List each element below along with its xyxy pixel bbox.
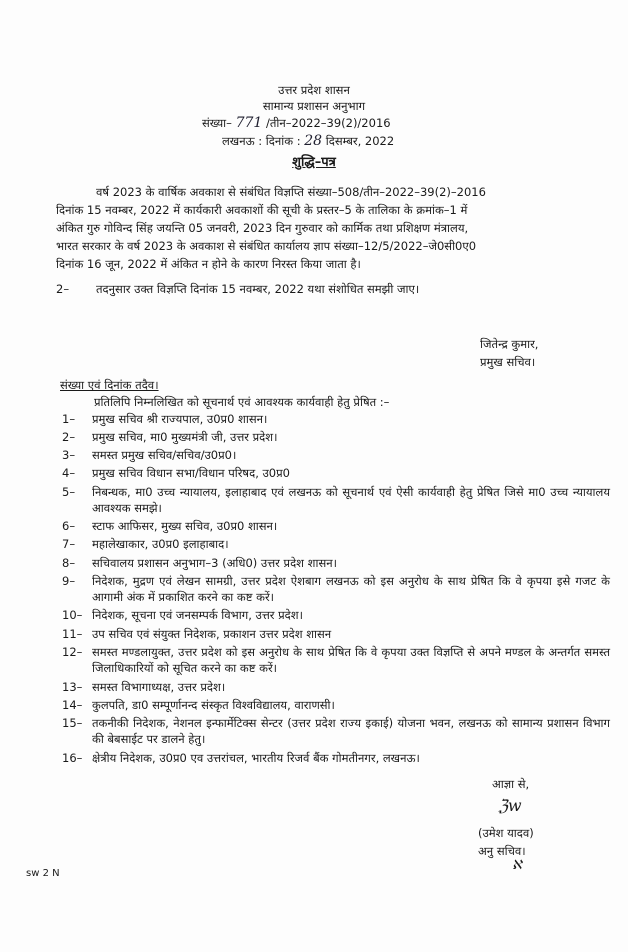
page-title: शुद्धि–पत्र [292, 155, 336, 170]
signature-mark: ℵ [512, 858, 522, 873]
copy-item-6: 6– स्टाफ आफिसर, मुख्य सचिव, उ0प्र0 शासन। [62, 519, 278, 533]
header-number: संख्या– 771 /तीन–2022–39(2)/2016 [202, 115, 391, 131]
copy-item-1: 1– प्रमुख सचिव श्री राज्यपाल, उ0प्र0 शासन। [62, 412, 268, 426]
order-text: आज्ञा से, [492, 777, 530, 791]
signature-initials: ℨw [498, 796, 522, 815]
copy-item-15: 15– तकनीकी निदेशक, नेशनल इन्फार्मेटिक्स सेन्टर (उत्तर प्रदेश राज्य इकाई) योजना भवन, लखनऊ को सामान्य प्रशासन विभाग की बेबसाईट पर डालने हेतु। [62, 716, 610, 746]
copy-item-11: 11– उप सचिव एवं संयुक्त निदेशक, प्रकाशन उत्तर प्रदेश शासन [62, 627, 332, 641]
header-date: लखनऊ : दिनांक : 28 दिसम्बर, 2022 [222, 133, 395, 149]
signatory-name: जितेन्द्र कुमार, [480, 337, 539, 351]
footer-code: sw 2 N [26, 868, 60, 879]
signatory2-designation: अनु सचिव। [478, 844, 526, 858]
copy-intro: प्रतिलिपि निम्नलिखित को सूचनार्थ एवं आवश्यक कार्यवाही हेतु प्रेषित :– [94, 395, 390, 409]
para1-line-1: वर्ष 2023 के वार्षिक अवकाश से संबंधित विज्ञप्ति संख्या–508/तीन–2022–39(2)–2016 [96, 185, 486, 199]
copy-item-5: 5– निबन्धक, मा0 उच्च न्यायालय, इलाहाबाद एवं लखनऊ को सूचनार्थ एवं ऐसी कार्यवाही हेतु प्रेषित जिसे मा0 उच्च न्यायालय आवश्यक समझे। [62, 485, 610, 515]
para1-line-2: दिनांक 15 नवम्बर, 2022 में कार्यकारी अवकाशों की सूची के प्रस्तर–5 के तालिका के क्रमांक–1 में [56, 203, 468, 217]
copy-item-7: 7– महालेखाकार, उ0प्र0 इलाहाबाद। [62, 537, 229, 551]
handwritten-number: 771 [235, 115, 263, 131]
copy-item-3: 3– समस्त प्रमुख सचिव/सचिव/उ0प्र0। [62, 448, 237, 462]
para1-line-5: दिनांक 16 जून, 2022 में अंकित न होने के कारण निरस्त किया जाता है। [56, 257, 361, 271]
copy-heading: संख्या एवं दिनांक तदैव। [60, 378, 159, 392]
copy-item-4: 4– प्रमुख सचिव विधान सभा/विधान परिषद, उ0प्र0 [62, 466, 290, 480]
para1-line-3: अंकित गुरु गोविन्द सिंह जयन्ति 05 जनवरी, 2023 दिन गुरुवार को कार्मिक तथा प्रशिक्षण मंत्रालय, [56, 221, 469, 235]
header-section: सामान्य प्रशासन अनुभाग [262, 99, 366, 113]
copy-item-13: 13– समस्त विभागाध्यक्ष, उत्तर प्रदेश। [62, 680, 226, 694]
copy-item-9: 9– निदेशक, मुद्रण एवं लेखन सामग्री, उत्तर प्रदेश ऐशबाग लखनऊ को इस अनुरोध के साथ प्रेषित कि वे कृपया इसे गजट के आगामी अंक में प्रकाशित करने का कष्ट करें। [62, 574, 610, 604]
copy-item-14: 14– कुलपति, डा0 सम्पूर्णानन्द संस्कृत विश्वविद्यालय, वाराणसी। [62, 698, 335, 712]
copy-item-2: 2– प्रमुख सचिव, मा0 मुख्यमंत्री जी, उत्तर प्रदेश। [62, 430, 278, 444]
handwritten-date: 28 [304, 133, 323, 149]
copy-item-12: 12– समस्त मण्डलायुक्त, उत्तर प्रदेश को इस अनुरोध के साथ प्रेषित कि वे कृपया उक्त विज्ञप्ति से अपने मण्डल के अन्तर्गत समस्त जिलाधिकारियों को सूचित करने का कष्ट करें। [62, 645, 610, 675]
para2-number: 2– [56, 282, 70, 296]
signatory-designation: प्रमुख सचिव। [480, 355, 536, 369]
copy-item-8: 8– सचिवालय प्रशासन अनुभाग–3 (अधि0) उत्तर प्रदेश शासन। [62, 556, 337, 570]
signatory2-name: (उमेश यादव) [478, 826, 534, 840]
para1-line-4: भारत सरकार के वर्ष 2023 के अवकाश से संबंधित कार्यालय ज्ञाप संख्या–12/5/2022–जे0सी0ए0 [56, 239, 477, 253]
copy-item-10: 10– निदेशक, सूचना एवं जनसम्पर्क विभाग, उत्तर प्रदेश। [62, 608, 303, 622]
para2-text: तदनुसार उक्त विज्ञप्ति दिनांक 15 नवम्बर, 2022 यथा संशोधित समझी जाए। [96, 282, 420, 296]
header-dept: उत्तर प्रदेश शासन [278, 83, 350, 97]
copy-item-16: 16– क्षेत्रीय निदेशक, उ0प्र0 एव उत्तरांचल, भारतीय रिजर्व बैंक गोमतीनगर, लखनऊ। [62, 751, 420, 765]
